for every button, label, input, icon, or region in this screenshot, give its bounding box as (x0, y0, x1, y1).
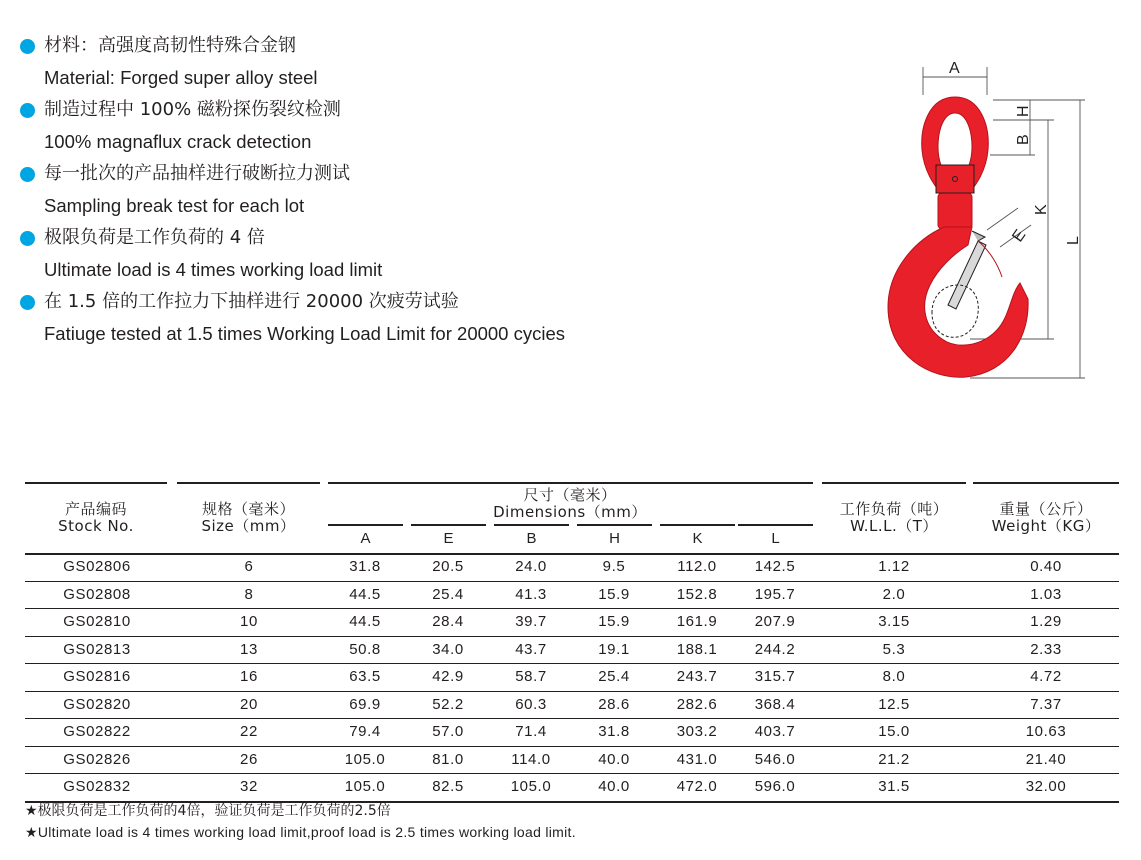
sub-rule (328, 524, 403, 526)
cell-size: 13 (240, 640, 258, 658)
col-weight-header: 重量（公斤） Weight（KG） (991, 500, 1101, 535)
cell-dim-l: 546.0 (754, 750, 796, 768)
bullet-icon (20, 167, 35, 182)
feature-en: Ultimate load is 4 times working load limit (44, 259, 383, 280)
dim-e-header: E (443, 530, 454, 547)
cell-dim-a: 44.5 (349, 585, 381, 603)
cell-dim-b: 58.7 (515, 668, 547, 685)
cell-weight: 32.00 (1025, 778, 1067, 795)
table-header (25, 482, 1119, 554)
cell-dim-b: 24.0 (515, 558, 547, 575)
feature-item (20, 158, 700, 222)
cell-dim-k: 243.7 (676, 668, 718, 685)
header-rule (177, 482, 320, 484)
cell-dim-h: 28.6 (598, 695, 630, 713)
sub-rule (577, 524, 652, 526)
cell-size: 10 (240, 613, 258, 630)
cell-dim-l: 368.4 (754, 695, 796, 713)
cell-weight: 7.37 (1030, 695, 1062, 713)
cell-wll: 15.0 (878, 723, 910, 740)
col-stock-header: 产品编码 Stock No. (58, 500, 134, 535)
cell-wll: 5.3 (882, 640, 906, 658)
bullet-icon (20, 103, 35, 118)
cell-wll: 2.0 (882, 585, 906, 603)
cell-dim-b: 39.7 (515, 613, 547, 630)
label-b: B (1015, 134, 1032, 145)
cell-dim-a: 50.8 (349, 640, 381, 658)
cell-dim-k: 112.0 (677, 558, 717, 575)
sub-rule (411, 524, 486, 526)
table-row (25, 637, 1119, 665)
sub-rule (494, 524, 569, 526)
cell-dim-a: 44.5 (349, 613, 381, 630)
table-row (25, 747, 1119, 775)
cell-stock-no: GS02813 (63, 640, 131, 658)
cell-dim-k: 188.1 (676, 640, 718, 658)
cell-dim-h: 9.5 (602, 558, 626, 575)
cell-dim-a: 63.5 (349, 668, 381, 685)
table-row (25, 692, 1119, 720)
hook-icon (888, 97, 1028, 377)
cell-dim-b: 41.3 (515, 585, 547, 603)
cell-weight: 10.63 (1025, 723, 1067, 740)
feature-cn: 制造过程中 100% 磁粉探伤裂纹检测 (44, 99, 341, 120)
cell-dim-l: 142.5 (754, 558, 796, 575)
cell-wll: 31.5 (878, 778, 910, 795)
cell-dim-l: 207.9 (754, 613, 796, 630)
table-row (25, 582, 1119, 610)
cell-dim-l: 315.7 (754, 668, 796, 685)
bullet-icon (20, 231, 35, 246)
cell-size: 6 (244, 558, 254, 575)
feature-en: 100% magnaflux crack detection (44, 131, 312, 152)
col-size-header: 规格（毫米） Size（mm） (201, 500, 296, 535)
cell-stock-no: GS02810 (63, 613, 131, 630)
cell-weight: 4.72 (1030, 668, 1062, 685)
table-row (25, 719, 1119, 747)
cell-dim-k: 472.0 (676, 778, 718, 795)
cell-stock-no: GS02822 (63, 723, 131, 740)
cell-size: 22 (240, 723, 258, 740)
cell-dim-e: 82.5 (432, 778, 464, 795)
cell-dim-h: 15.9 (598, 613, 630, 630)
header-rule (973, 482, 1119, 484)
feature-item (20, 30, 700, 94)
col-dimensions-header: 尺寸（毫米） Dimensions（mm） (493, 486, 647, 521)
dim-k-header: K (692, 530, 703, 547)
cell-dim-k: 303.2 (676, 723, 718, 740)
footnotes (25, 801, 576, 843)
feature-en: Material: Forged super alloy steel (44, 67, 318, 88)
cell-weight: 21.40 (1025, 750, 1067, 768)
table-row (25, 609, 1119, 637)
spec-table-body (25, 554, 1119, 803)
cell-dim-k: 152.8 (676, 585, 718, 603)
label-a: A (949, 60, 960, 77)
cell-dim-b: 71.4 (515, 723, 547, 740)
sub-rule (738, 524, 813, 526)
dim-h-header: H (609, 530, 620, 547)
cell-stock-no: GS02806 (63, 558, 131, 575)
feature-cn: 每一批次的产品抽样进行破断拉力测试 (44, 163, 350, 184)
cell-dim-h: 40.0 (598, 750, 630, 768)
cell-dim-h: 40.0 (598, 778, 630, 795)
cell-dim-a: 105.0 (344, 778, 386, 795)
cell-dim-b: 43.7 (515, 640, 547, 658)
cell-stock-no: GS02832 (63, 778, 131, 795)
cell-stock-no: GS02816 (63, 668, 131, 685)
cell-size: 8 (244, 585, 254, 603)
cell-dim-h: 31.8 (598, 723, 630, 740)
label-h: H (1015, 105, 1032, 117)
header-rule (328, 482, 813, 484)
header-rule (822, 482, 966, 484)
cell-size: 20 (240, 695, 258, 713)
label-k: K (1033, 204, 1050, 215)
dim-b-header: B (526, 530, 537, 547)
cell-dim-e: 81.0 (432, 750, 464, 768)
label-l: L (1065, 236, 1082, 245)
cell-dim-l: 403.7 (754, 723, 796, 740)
feature-en: Fatiuge tested at 1.5 times Working Load Limit for 20000 cycies (44, 323, 566, 344)
table-row (25, 664, 1119, 692)
cell-stock-no: GS02826 (63, 750, 131, 768)
cell-dim-a: 79.4 (349, 723, 381, 740)
cell-stock-no: GS02808 (63, 585, 131, 603)
bullet-icon (20, 295, 35, 310)
cell-dim-h: 25.4 (598, 668, 630, 685)
feature-list (20, 30, 700, 350)
cell-dim-e: 25.4 (432, 585, 464, 603)
cell-wll: 21.2 (878, 750, 910, 768)
cell-dim-e: 42.9 (432, 668, 464, 685)
cell-wll: 3.15 (878, 613, 910, 630)
bullet-icon (20, 39, 35, 54)
cell-weight: 1.29 (1030, 613, 1062, 630)
cell-dim-k: 161.9 (676, 613, 718, 630)
cell-wll: 1.12 (878, 558, 910, 575)
cell-wll: 12.5 (878, 695, 910, 713)
cell-dim-a: 69.9 (349, 695, 381, 713)
feature-cn: 极限负荷是工作负荷的 4 倍 (44, 227, 265, 248)
note-en: ★Ultimate load is 4 times working load limit,proof load is 2.5 times working load limit. (25, 824, 576, 840)
dim-l-header: L (771, 530, 780, 547)
swivel-hook-diagram (860, 55, 1090, 390)
cell-stock-no: GS02820 (63, 695, 131, 713)
header-rule (25, 482, 167, 484)
cell-weight: 0.40 (1030, 558, 1062, 575)
cell-dim-a: 31.8 (349, 558, 381, 575)
cell-dim-e: 20.5 (432, 558, 464, 575)
cell-dim-l: 195.7 (754, 585, 796, 603)
cell-weight: 1.03 (1030, 585, 1062, 603)
table-row (25, 554, 1119, 582)
cell-dim-e: 34.0 (432, 640, 464, 658)
label-e: E (1009, 226, 1030, 246)
feature-item (20, 286, 700, 350)
cell-dim-e: 57.0 (432, 723, 464, 740)
sub-rule (660, 524, 735, 526)
cell-dim-l: 244.2 (754, 640, 796, 658)
cell-dim-k: 282.6 (676, 695, 718, 713)
cell-size: 32 (240, 778, 258, 795)
cell-dim-k: 431.0 (676, 750, 718, 768)
cell-size: 16 (240, 668, 258, 685)
cell-dim-h: 19.1 (598, 640, 630, 658)
cell-dim-l: 596.0 (754, 778, 796, 795)
dim-a-header: A (360, 530, 371, 547)
cell-size: 26 (240, 750, 258, 768)
cell-dim-b: 105.0 (510, 778, 552, 795)
feature-en: Sampling break test for each lot (44, 195, 305, 216)
cell-weight: 2.33 (1030, 640, 1062, 658)
cell-dim-e: 28.4 (432, 613, 464, 630)
cell-dim-b: 60.3 (515, 695, 547, 713)
feature-cn: 材料：高强度高韧性特殊合金钢 (44, 35, 296, 56)
cell-dim-e: 52.2 (432, 695, 464, 713)
cell-dim-b: 114.0 (511, 750, 551, 768)
cell-wll: 8.0 (882, 668, 906, 685)
table-row (25, 774, 1119, 803)
cell-dim-a: 105.0 (344, 750, 386, 768)
cell-dim-h: 15.9 (598, 585, 630, 603)
note-cn: ★极限负荷是工作负荷的4倍，验证负荷是工作负荷的2.5倍 (25, 803, 391, 819)
feature-item (20, 222, 700, 286)
col-wll-header: 工作负荷（吨） W.L.L.（T） (839, 500, 949, 535)
feature-item (20, 94, 700, 158)
feature-cn: 在 1.5 倍的工作拉力下抽样进行 20000 次疲劳试验 (44, 291, 459, 312)
